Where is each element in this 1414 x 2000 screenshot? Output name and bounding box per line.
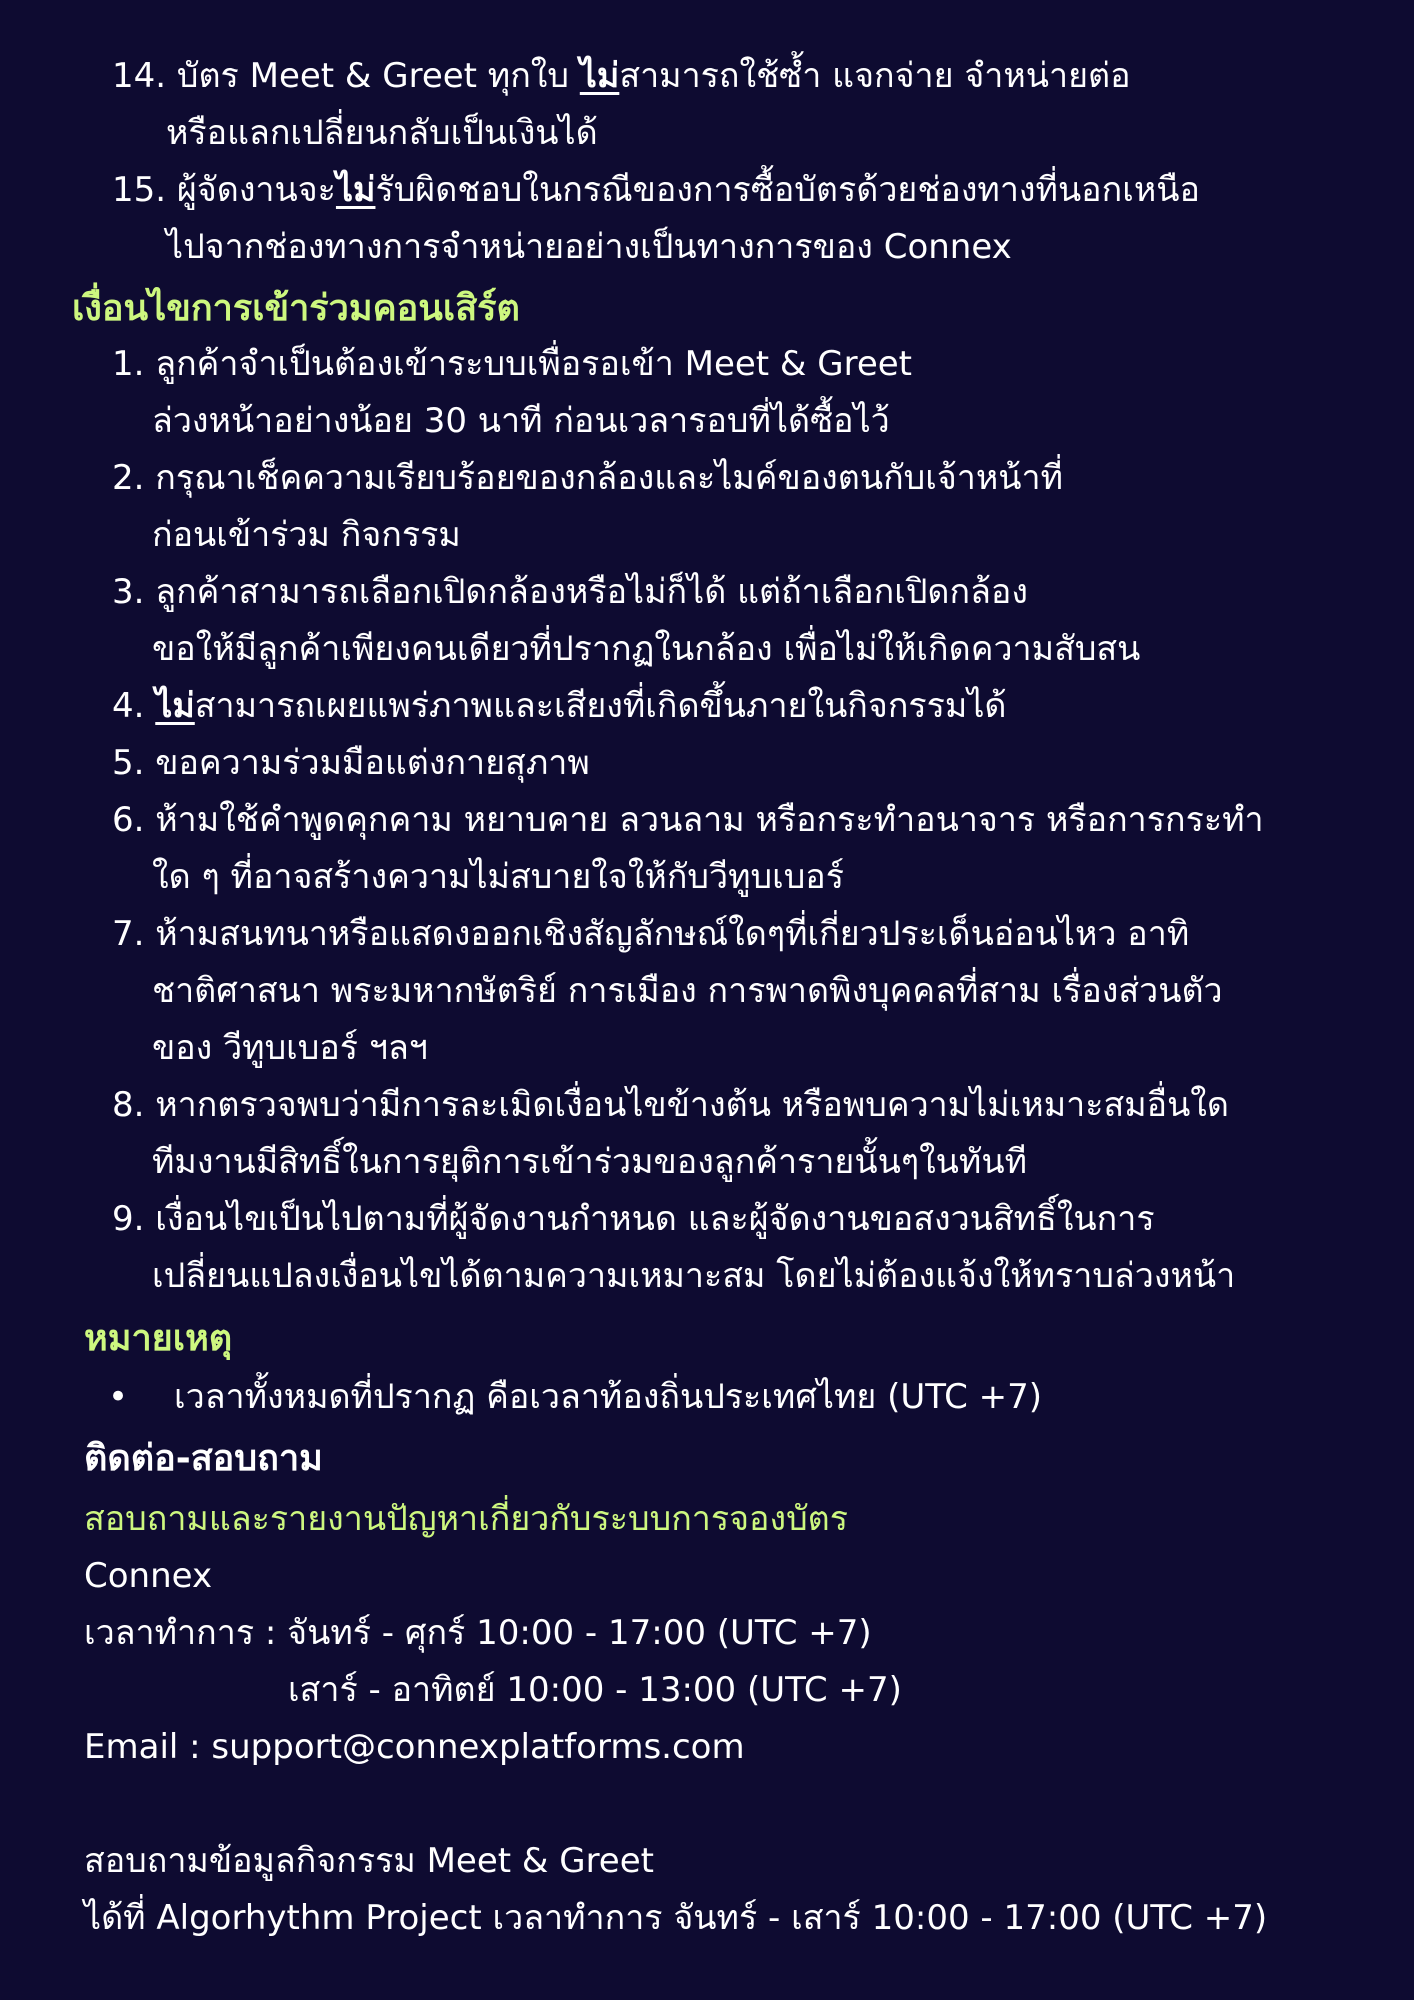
bullet-icon: • bbox=[108, 1377, 129, 1417]
emphasis-text: ไม่ bbox=[579, 56, 620, 96]
item-text: รับผิดชอบในกรณีของการซื้อบัตรด้วยช่องทางที่นอกเหนือ bbox=[375, 170, 1200, 210]
item-number: 9. bbox=[112, 1199, 145, 1239]
contact-subheading: สอบถามและรายงานปัญหาเกี่ยวกับระบบการจองบัตร bbox=[84, 1499, 849, 1539]
item-text: เงื่อนไขเป็นไปตามที่ผู้จัดงานกำหนด และผู้จัดงานขอสงวนสิทธิ์ในการ bbox=[155, 1199, 1155, 1239]
item-text: สามารถใช้ซ้ำ แจกจ่าย จำหน่ายต่อ bbox=[619, 56, 1131, 96]
contact-hours-weekday: เวลาทำการ : จันทร์ - ศุกร์ 10:00 - 17:00 (UTC +7) bbox=[84, 1613, 872, 1653]
item-number: 4. bbox=[112, 686, 145, 726]
conditions-heading: เงื่อนไขการเข้าร่วมคอนเสิร์ต bbox=[72, 288, 520, 329]
item-number: 6. bbox=[112, 800, 145, 840]
contact-heading: ติดต่อ-สอบถาม bbox=[84, 1438, 323, 1479]
item-number: 14. bbox=[112, 56, 167, 96]
note-text: เวลาทั้งหมดที่ปรากฏ คือเวลาท้องถิ่นประเทศไทย (UTC +7) bbox=[174, 1377, 1043, 1417]
condition-item-2 bbox=[112, 456, 1063, 500]
emphasis-text: ไม่ bbox=[335, 170, 376, 210]
condition-item-1-cont: ล่วงหน้าอย่างน้อย 30 นาที ก่อนเวลารอบที่ได้ซื้อไว้ bbox=[152, 401, 890, 441]
condition-item-1 bbox=[112, 342, 912, 386]
contact-hours-weekend: เสาร์ - อาทิตย์ 10:00 - 13:00 (UTC +7) bbox=[288, 1670, 902, 1710]
item-number: 15. bbox=[112, 170, 167, 210]
item-number: 3. bbox=[112, 572, 145, 612]
item-text: ห้ามใช้คำพูดคุกคาม หยาบคาย ลวนลาม หรือกระทำอนาจาร หรือการกระทำ bbox=[155, 800, 1264, 840]
item-text: ลูกค้าสามารถเลือกเปิดกล้องหรือไม่ก็ได้ แต่ถ้าเลือกเปิดกล้อง bbox=[155, 572, 1028, 612]
contact-org: Connex bbox=[84, 1556, 213, 1596]
condition-item-7-cont: ชาติศาสนา พระมหากษัตริย์ การเมือง การพาดพิงบุคคลที่สาม เรื่องส่วนตัว bbox=[152, 971, 1223, 1011]
item-text: หากตรวจพบว่ามีการละเมิดเงื่อนไขข้างต้น หรือพบความไม่เหมาะสมอื่นใด bbox=[155, 1085, 1229, 1125]
item-number: 5. bbox=[112, 743, 145, 783]
condition-item-2-cont: ก่อนเข้าร่วม กิจกรรม bbox=[152, 515, 461, 555]
condition-item-6 bbox=[112, 798, 1264, 842]
condition-item-5 bbox=[112, 741, 590, 785]
item-number: 7. bbox=[112, 914, 145, 954]
condition-item-9-cont: เปลี่ยนแปลงเงื่อนไขได้ตามความเหมาะสม โดยไม่ต้องแจ้งให้ทราบล่วงหน้า bbox=[152, 1256, 1236, 1296]
list-item-14-cont: หรือแลกเปลี่ยนกลับเป็นเงินได้ bbox=[166, 113, 598, 153]
emphasis-text: ไม่ bbox=[155, 686, 195, 726]
item-text: บัตร Meet & Greet ทุกใบ bbox=[176, 56, 580, 96]
item-text: สามารถเผยแพร่ภาพและเสียงที่เกิดขึ้นภายในกิจกรรมได้ bbox=[194, 686, 1007, 726]
item-text: ขอความร่วมมือแต่งกายสุภาพ bbox=[155, 743, 590, 783]
note-heading: หมายเหตุ bbox=[84, 1318, 233, 1359]
item-number: 1. bbox=[112, 344, 145, 384]
list-item-15 bbox=[112, 168, 1200, 212]
condition-item-6-cont: ใด ๆ ที่อาจสร้างความไม่สบายใจให้กับวีทูบเบอร์ bbox=[152, 857, 844, 897]
item-text: กรุณาเช็คความเรียบร้อยของกล้องและไมค์ของตนกับเจ้าหน้าที่ bbox=[155, 458, 1064, 498]
condition-item-7-cont2: ของ วีทูบเบอร์ ฯลฯ bbox=[152, 1028, 428, 1068]
condition-item-4 bbox=[112, 684, 1007, 728]
event-contact-line-1: สอบถามข้อมูลกิจกรรม Meet & Greet bbox=[84, 1841, 654, 1881]
item-number: 2. bbox=[112, 458, 145, 498]
item-number: 8. bbox=[112, 1085, 145, 1125]
contact-email: Email : support@connexplatforms.com bbox=[84, 1727, 745, 1767]
condition-item-3 bbox=[112, 570, 1028, 614]
list-item-14 bbox=[112, 54, 1131, 98]
condition-item-9 bbox=[112, 1197, 1155, 1241]
item-text: ห้ามสนทนาหรือแสดงออกเชิงสัญลักษณ์ใดๆที่เกี่ยวประเด็นอ่อนไหว อาทิ bbox=[155, 914, 1190, 954]
item-text: ลูกค้าจำเป็นต้องเข้าระบบเพื่อรอเข้า Meet & Greet bbox=[155, 344, 912, 384]
list-item-15-cont: ไปจากช่องทางการจำหน่ายอย่างเป็นทางการของ Connex bbox=[166, 227, 1012, 267]
event-contact-line-2: ได้ที่ Algorhythm Project เวลาทำการ จันทร์ - เสาร์ 10:00 - 17:00 (UTC +7) bbox=[84, 1898, 1268, 1938]
item-text: ผู้จัดงานจะ bbox=[176, 170, 336, 210]
condition-item-7 bbox=[112, 912, 1189, 956]
condition-item-3-cont: ขอให้มีลูกค้าเพียงคนเดียวที่ปรากฏในกล้อง เพื่อไม่ให้เกิดความสับสน bbox=[152, 629, 1141, 669]
condition-item-8 bbox=[112, 1083, 1229, 1127]
condition-item-8-cont: ทีมงานมีสิทธิ์ในการยุติการเข้าร่วมของลูกค้ารายนั้นๆในทันที bbox=[152, 1142, 1027, 1182]
